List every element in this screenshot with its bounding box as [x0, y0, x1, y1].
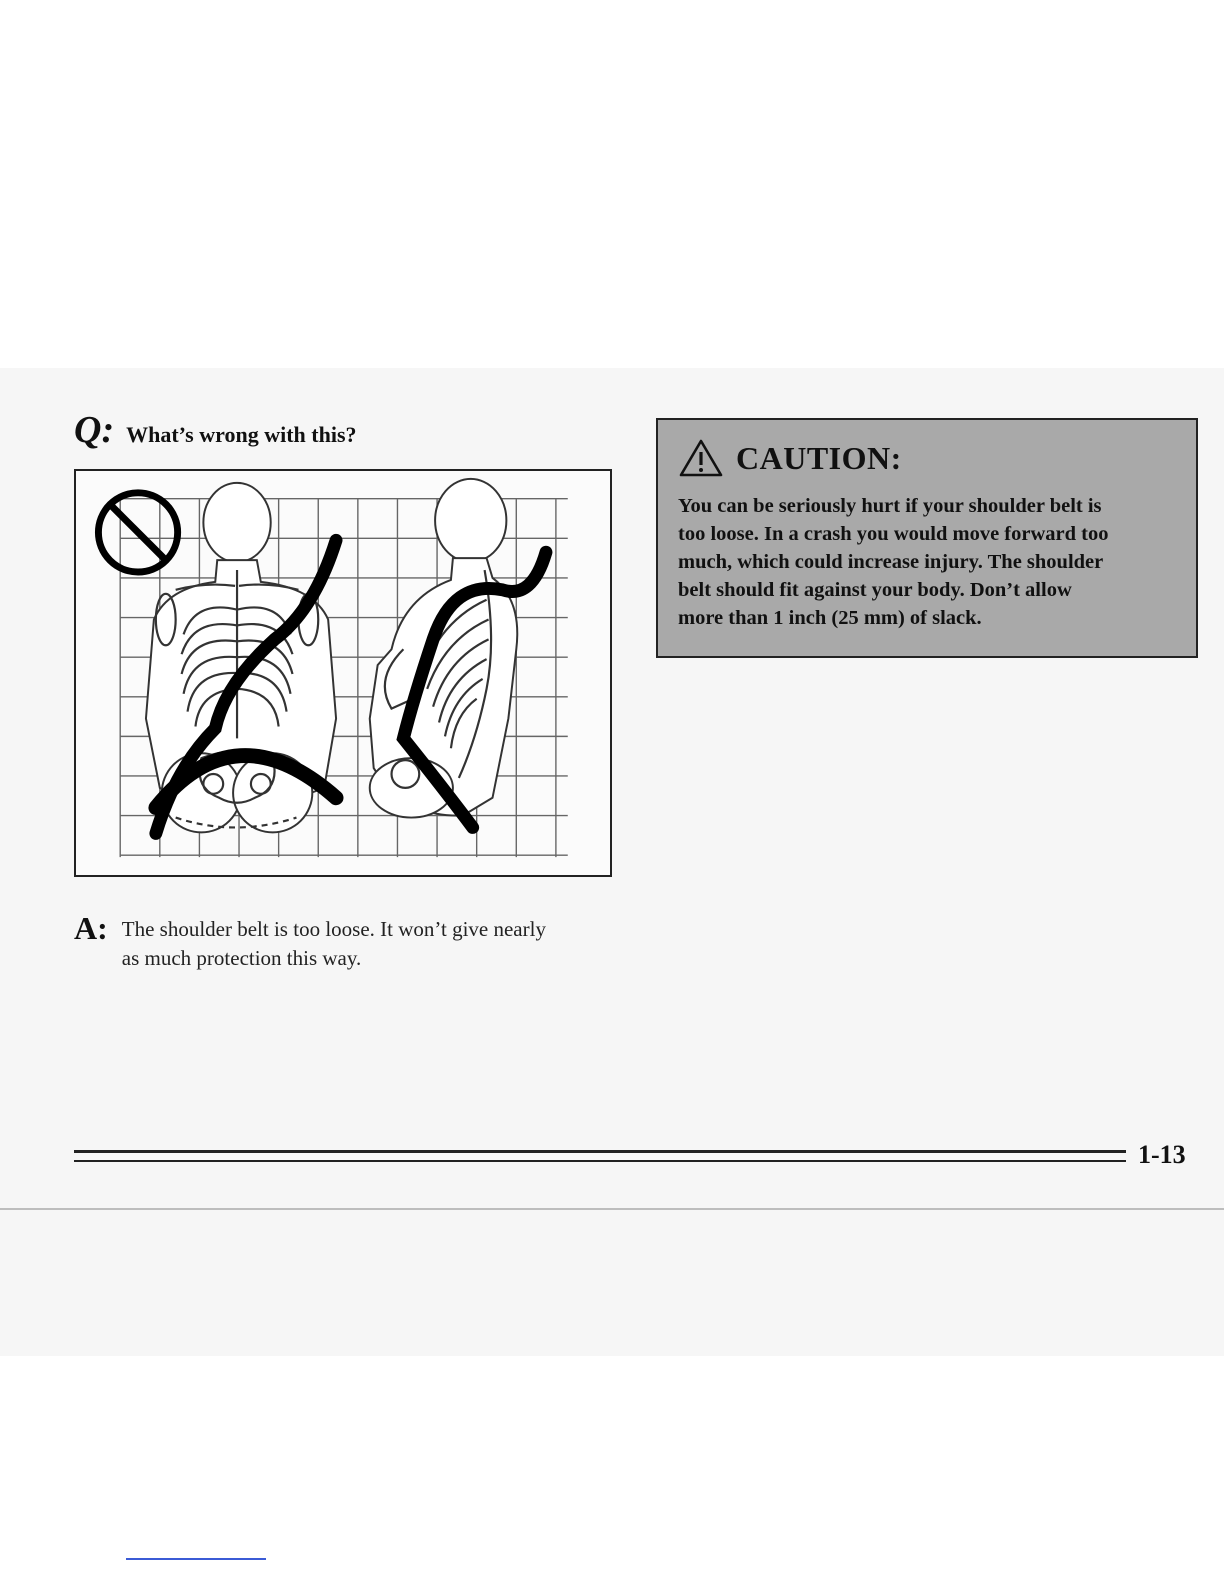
question-label: Q: — [74, 409, 115, 451]
question-text: What’s wrong with this? — [126, 422, 357, 447]
caution-line: too loose. In a crash you would move forward too — [678, 523, 1109, 545]
page-number: 1-13 — [1138, 1140, 1186, 1169]
page-edge-line — [0, 1208, 1224, 1210]
seatbelt-illustration-svg — [76, 471, 610, 875]
side-view-figure — [370, 479, 518, 818]
footer-rule — [74, 1150, 1126, 1166]
caution-line: much, which could increase injury. The shoulder — [678, 551, 1104, 573]
caution-box — [656, 418, 1198, 658]
caution-text — [678, 492, 1178, 632]
answer-line: The shoulder belt is too loose. It won’t give nearly — [121, 917, 546, 941]
answer-line: as much protection this way. — [121, 946, 362, 970]
prohibited-icon — [98, 493, 177, 572]
caution-line: You can be seriously hurt if your shoulder belt is — [678, 495, 1102, 517]
caution-line: belt should fit against your body. Don’t allow — [678, 579, 1072, 601]
seatbelt-illustration — [74, 469, 612, 877]
caution-line: more than 1 inch (25 mm) of slack. — [678, 607, 982, 629]
answer — [74, 912, 614, 973]
question — [74, 408, 357, 452]
caution-header — [678, 438, 1178, 478]
answer-text — [122, 912, 546, 973]
answer-label: A: — [74, 910, 108, 946]
link-underline[interactable] — [126, 1558, 266, 1560]
caution-title: CAUTION: — [736, 439, 902, 476]
warning-triangle-icon — [678, 438, 724, 478]
